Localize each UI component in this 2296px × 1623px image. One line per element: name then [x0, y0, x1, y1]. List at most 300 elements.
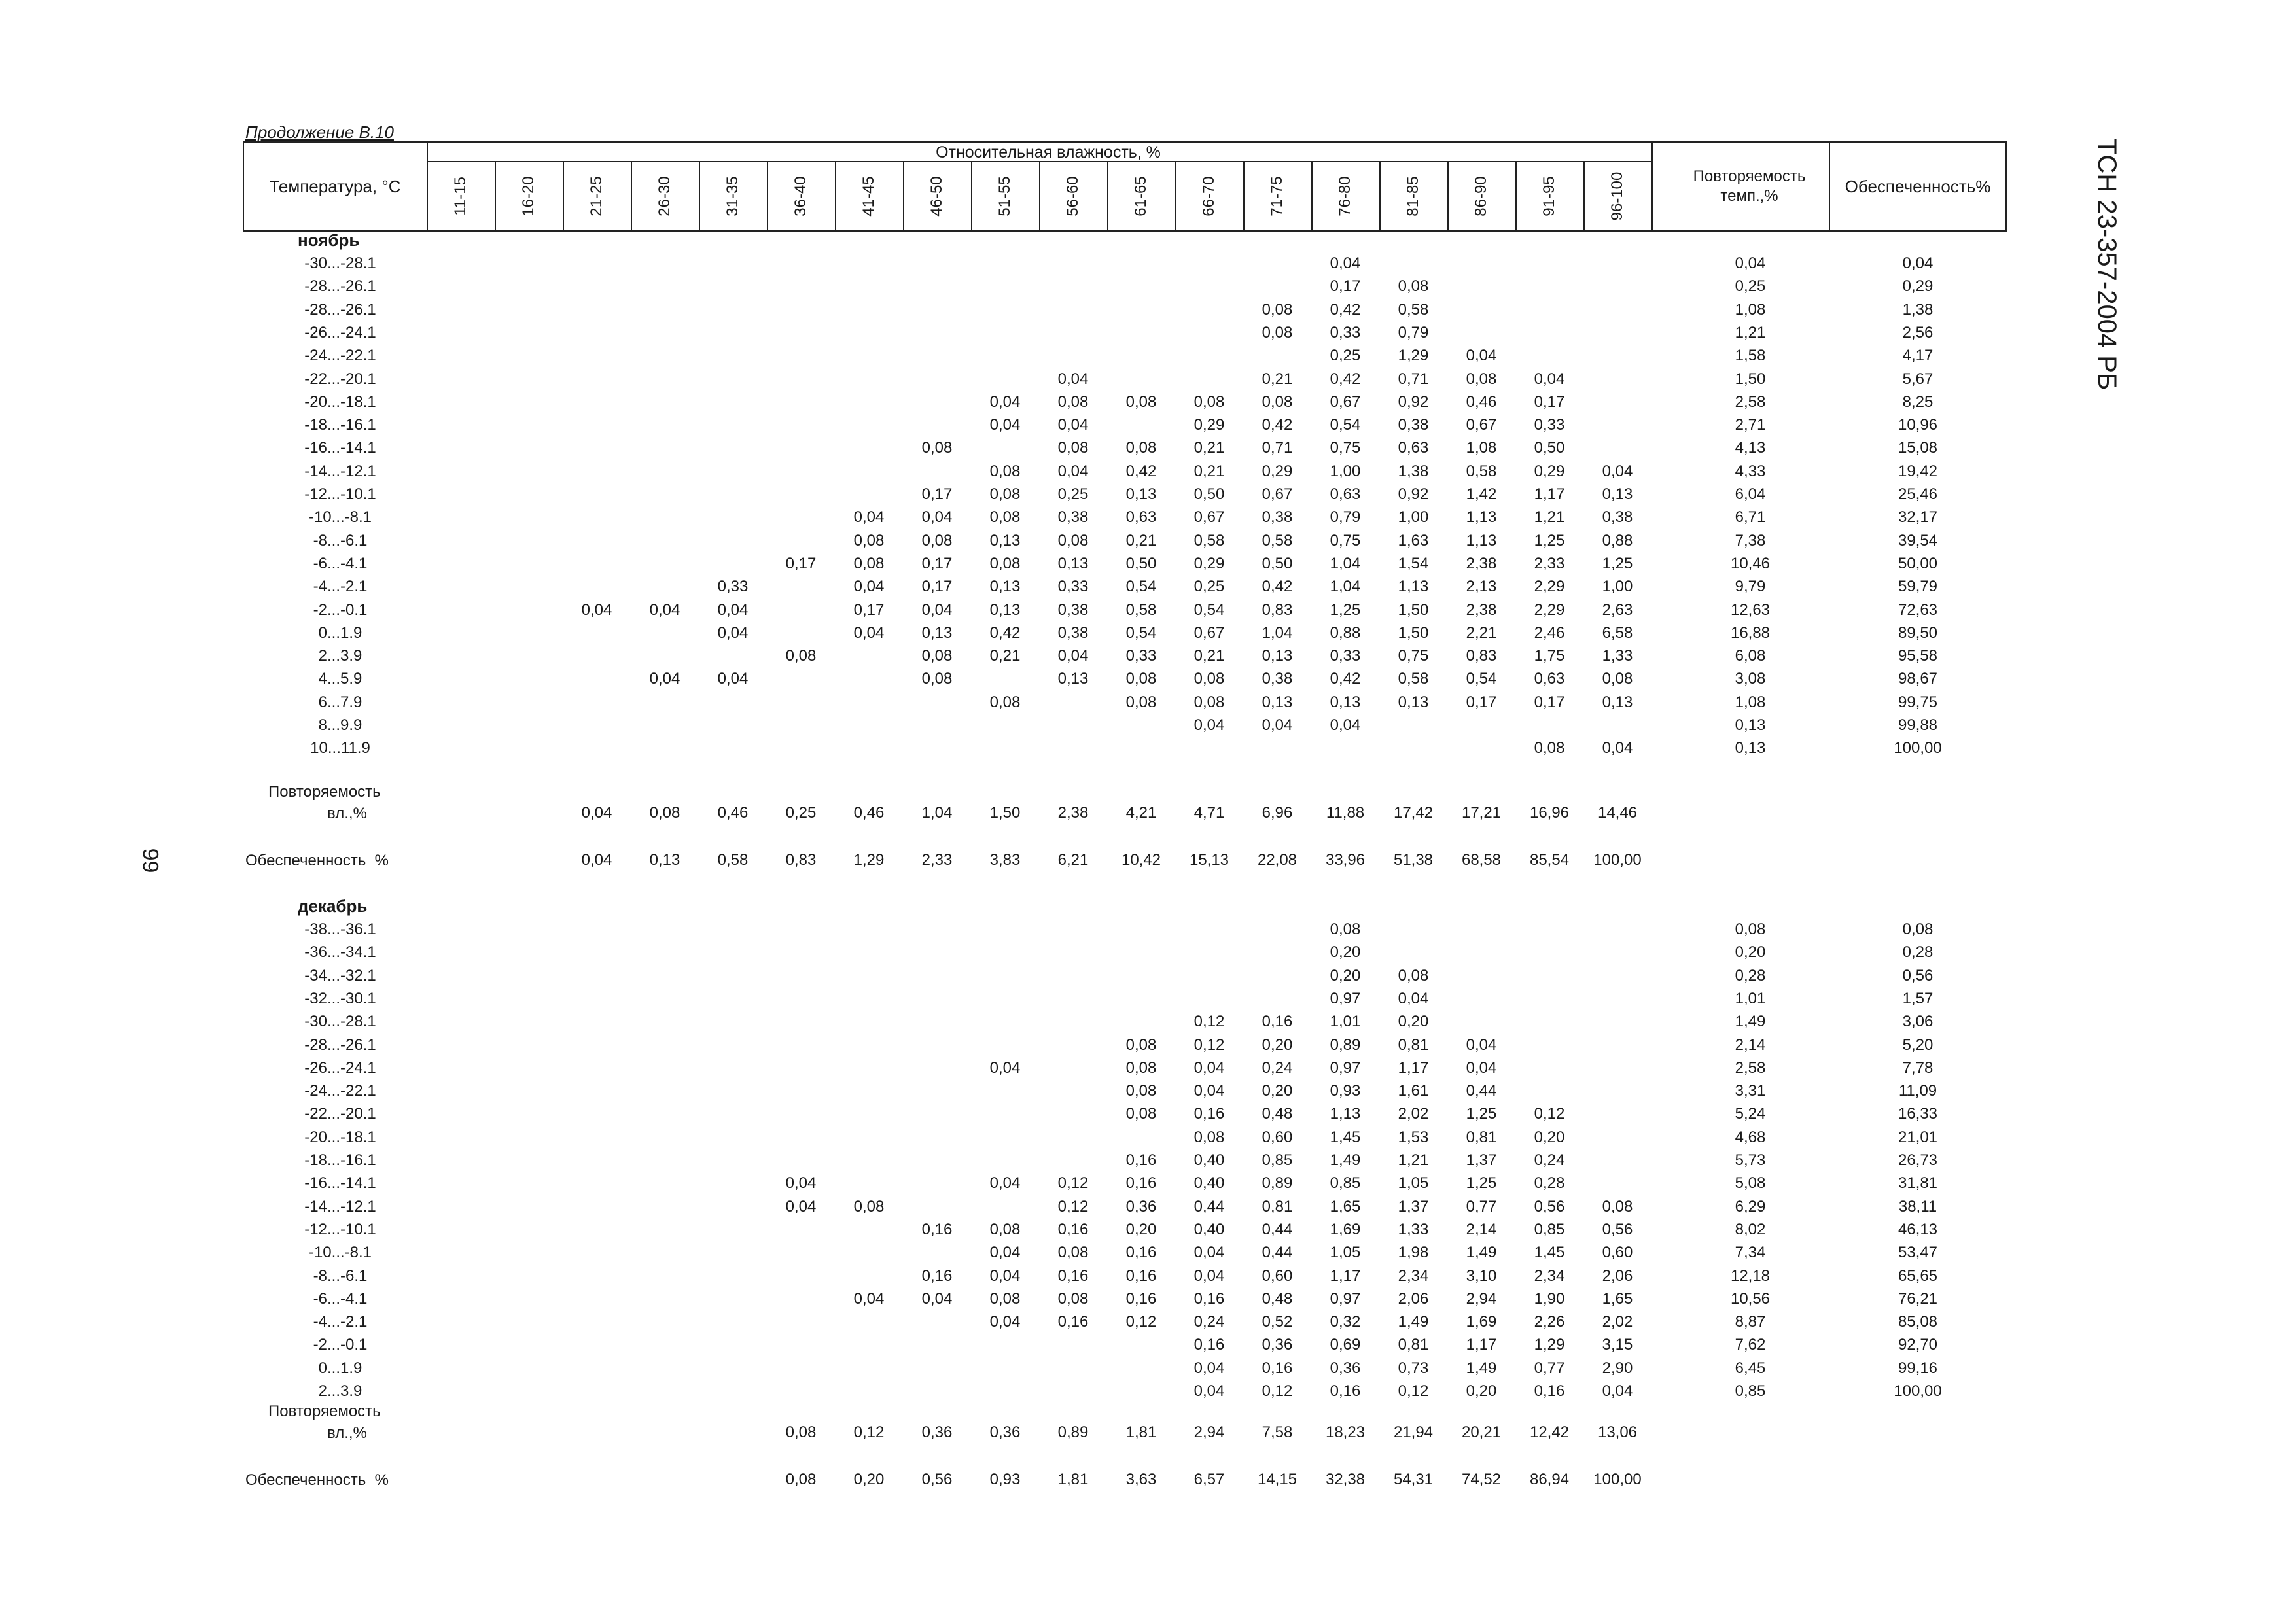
frequency-cell: 0,04 — [649, 670, 680, 688]
frequency-cell: 1,33 — [1602, 647, 1633, 665]
humidity-repeatability-value: 0,08 — [785, 1423, 817, 1442]
frequency-cell: 0,04 — [581, 601, 612, 619]
temperature-range: -12...-10.1 — [304, 1220, 376, 1238]
provision-value: 0,04 — [1902, 254, 1934, 272]
humidity-repeatability-value: 0,04 — [581, 803, 612, 822]
frequency-cell: 0,13 — [1262, 693, 1293, 711]
frequency-cell: 0,71 — [1398, 370, 1429, 388]
frequency-cell: 0,04 — [989, 1266, 1021, 1285]
frequency-cell: 0,56 — [1602, 1220, 1633, 1238]
repeatability-value: 1,58 — [1735, 347, 1766, 365]
provision-value: 53,47 — [1898, 1244, 1938, 1262]
frequency-cell: 1,25 — [1466, 1105, 1497, 1123]
frequency-cell: 1,37 — [1398, 1197, 1429, 1215]
humidity-provision-label: Обеспеченность % — [245, 1471, 389, 1490]
frequency-cell: 0,17 — [1330, 277, 1361, 296]
humidity-repeatability-value: 4,71 — [1193, 803, 1225, 822]
repeatability-value: 0,85 — [1735, 1382, 1766, 1400]
frequency-cell: 0,60 — [1262, 1128, 1293, 1146]
frequency-cell: 0,24 — [1534, 1151, 1565, 1169]
header-range-61-65 — [1107, 161, 1175, 232]
temperature-range: -16...-14.1 — [304, 439, 376, 457]
frequency-cell: 0,21 — [1193, 439, 1225, 457]
temperature-range: -26...-24.1 — [304, 1058, 376, 1077]
frequency-cell: 0,13 — [989, 578, 1021, 596]
frequency-cell: 0,89 — [1330, 1036, 1361, 1054]
frequency-cell: 0,42 — [989, 623, 1021, 642]
frequency-cell: 0,38 — [1057, 601, 1089, 619]
frequency-cell: 1,90 — [1534, 1289, 1565, 1308]
repeatability-value: 6,71 — [1735, 508, 1766, 527]
frequency-cell: 0,16 — [1057, 1266, 1089, 1285]
frequency-cell: 0,42 — [1262, 578, 1293, 596]
temperature-range: -32...-30.1 — [304, 989, 376, 1007]
table-row — [0, 1333, 2296, 1356]
frequency-cell: 1,13 — [1330, 1105, 1361, 1123]
repeatability-value: 9,79 — [1735, 578, 1766, 596]
frequency-cell: 0,13 — [989, 531, 1021, 550]
frequency-cell: 0,67 — [1466, 416, 1497, 434]
frequency-cell: 0,33 — [1125, 647, 1157, 665]
repeatability-value: 6,45 — [1735, 1359, 1766, 1377]
humidity-provision-value: 100,00 — [1593, 1471, 1642, 1489]
repeatability-value: 2,58 — [1735, 393, 1766, 411]
document-code: ТСН 23-357-2004 РБ — [2093, 139, 2121, 391]
table-row — [0, 1010, 2296, 1033]
frequency-cell: 0,63 — [1330, 485, 1361, 503]
humidity-provision-value: 0,13 — [649, 850, 680, 869]
header-range-label: 46-50 — [928, 176, 945, 217]
header-range-41-45 — [835, 161, 903, 232]
frequency-cell: 0,85 — [1330, 1174, 1361, 1193]
frequency-cell: 1,01 — [1330, 1013, 1361, 1031]
table-row — [0, 321, 2296, 344]
header-repeatability: Повторяемость темп.,% — [1693, 167, 1806, 205]
frequency-cell: 0,17 — [921, 578, 953, 596]
table-row — [0, 644, 2296, 667]
humidity-repeatability-value: 0,36 — [921, 1423, 953, 1442]
frequency-cell: 0,75 — [1398, 647, 1429, 665]
humidity-repeatability-value: 0,25 — [785, 803, 817, 822]
temperature-range: -2...-0.1 — [313, 1336, 368, 1354]
frequency-cell: 0,13 — [1602, 485, 1633, 503]
frequency-cell: 0,08 — [853, 1197, 885, 1215]
temperature-range: -30...-28.1 — [304, 254, 376, 272]
repeatability-value: 1,49 — [1735, 1013, 1766, 1031]
frequency-cell: 0,40 — [1193, 1174, 1225, 1193]
frequency-cell: 0,28 — [1534, 1174, 1565, 1193]
frequency-cell: 0,04 — [717, 670, 749, 688]
provision-value: 4,17 — [1902, 347, 1934, 365]
table-row — [0, 1218, 2296, 1241]
frequency-cell: 0,24 — [1193, 1313, 1225, 1331]
frequency-cell: 0,17 — [921, 485, 953, 503]
provision-value: 100,00 — [1894, 1382, 1942, 1400]
table-row — [0, 918, 2296, 941]
table-row — [0, 275, 2296, 298]
table-row — [0, 529, 2296, 552]
repeatability-value: 1,08 — [1735, 693, 1766, 711]
humidity-repeatability-row — [0, 801, 2296, 824]
temperature-range: 2...3.9 — [318, 1382, 362, 1400]
frequency-cell: 1,61 — [1398, 1082, 1429, 1100]
frequency-cell: 0,17 — [921, 554, 953, 572]
header-range-label: 91-95 — [1540, 176, 1558, 217]
provision-value: 10,96 — [1898, 416, 1938, 434]
humidity-repeatability-value: 20,21 — [1461, 1423, 1502, 1442]
frequency-cell: 0,16 — [921, 1266, 953, 1285]
repeatability-value: 3,08 — [1735, 670, 1766, 688]
provision-value: 0,56 — [1902, 966, 1934, 985]
frequency-cell: 0,08 — [1398, 277, 1429, 296]
humidity-repeatability-unit: вл.,% — [327, 1424, 367, 1442]
repeatability-value: 0,13 — [1735, 739, 1766, 758]
frequency-cell: 0,08 — [1262, 300, 1293, 319]
frequency-cell: 0,04 — [1466, 347, 1497, 365]
table-row — [0, 552, 2296, 575]
frequency-cell: 1,21 — [1534, 508, 1565, 527]
frequency-cell: 0,71 — [1262, 439, 1293, 457]
table-row — [0, 391, 2296, 413]
humidity-repeatability-value: 7,58 — [1262, 1423, 1293, 1442]
frequency-cell: 0,58 — [1398, 670, 1429, 688]
frequency-cell: 0,04 — [1057, 462, 1089, 480]
frequency-cell: 0,25 — [1193, 578, 1225, 596]
frequency-cell: 0,13 — [1057, 670, 1089, 688]
humidity-provision-value: 22,08 — [1257, 850, 1298, 869]
frequency-cell: 1,25 — [1602, 554, 1633, 572]
frequency-cell: 0,20 — [1466, 1382, 1497, 1400]
header-range-label: 21-25 — [588, 176, 605, 217]
provision-value: 32,17 — [1898, 508, 1938, 527]
frequency-cell: 0,08 — [1125, 1105, 1157, 1123]
frequency-cell: 2,38 — [1466, 601, 1497, 619]
frequency-cell: 0,81 — [1398, 1336, 1429, 1354]
frequency-cell: 0,04 — [989, 416, 1021, 434]
frequency-cell: 0,08 — [1262, 323, 1293, 341]
provision-value: 0,28 — [1902, 943, 1934, 962]
frequency-cell: 1,49 — [1398, 1313, 1429, 1331]
humidity-provision-value: 14,15 — [1257, 1471, 1298, 1489]
frequency-cell: 2,34 — [1534, 1266, 1565, 1285]
frequency-cell: 1,25 — [1534, 531, 1565, 550]
frequency-cell: 0,63 — [1534, 670, 1565, 688]
provision-value: 65,65 — [1898, 1266, 1938, 1285]
frequency-cell: 0,04 — [1330, 716, 1361, 734]
humidity-repeatability-value: 14,46 — [1597, 803, 1638, 822]
repeatability-value: 2,14 — [1735, 1036, 1766, 1054]
provision-value: 5,20 — [1902, 1036, 1934, 1054]
frequency-cell: 1,17 — [1330, 1266, 1361, 1285]
table-row — [0, 483, 2296, 506]
temperature-range: -36...-34.1 — [304, 943, 376, 962]
frequency-cell: 0,08 — [853, 531, 885, 550]
frequency-cell: 0,81 — [1398, 1036, 1429, 1054]
frequency-cell: 0,04 — [853, 623, 885, 642]
frequency-cell: 2,63 — [1602, 601, 1633, 619]
frequency-cell: 0,17 — [1534, 693, 1565, 711]
humidity-repeatability-value: 17,42 — [1393, 803, 1434, 822]
frequency-cell: 0,33 — [717, 578, 749, 596]
table-row — [0, 575, 2296, 598]
frequency-cell: 0,12 — [1398, 1382, 1429, 1400]
frequency-cell: 3,15 — [1602, 1336, 1633, 1354]
frequency-cell: 0,16 — [1193, 1105, 1225, 1123]
temperature-range: 8...9.9 — [318, 716, 362, 734]
table-caption: Продолжение В.10 — [245, 122, 394, 142]
frequency-cell: 0,12 — [1262, 1382, 1293, 1400]
humidity-provision-value: 0,04 — [581, 850, 612, 869]
frequency-cell: 0,58 — [1398, 300, 1429, 319]
frequency-cell: 0,04 — [921, 508, 953, 527]
frequency-cell: 0,58 — [1125, 601, 1157, 619]
table-row — [0, 1149, 2296, 1172]
frequency-cell: 0,08 — [921, 647, 953, 665]
temperature-range: -18...-16.1 — [304, 1151, 376, 1169]
frequency-cell: 0,54 — [1125, 623, 1157, 642]
frequency-cell: 0,17 — [1534, 393, 1565, 411]
frequency-cell: 0,17 — [853, 601, 885, 619]
table-row — [0, 344, 2296, 367]
repeatability-value: 2,71 — [1735, 416, 1766, 434]
frequency-cell: 0,13 — [1125, 485, 1157, 503]
repeatability-value: 6,29 — [1735, 1197, 1766, 1215]
humidity-repeatability-value: 17,21 — [1461, 803, 1502, 822]
frequency-cell: 0,33 — [1330, 323, 1361, 341]
header-range-31-35 — [699, 161, 767, 232]
provision-value: 46,13 — [1898, 1220, 1938, 1238]
frequency-cell: 0,04 — [853, 1289, 885, 1308]
frequency-cell: 0,04 — [1193, 1058, 1225, 1077]
frequency-cell: 2,14 — [1466, 1220, 1497, 1238]
table-row — [0, 691, 2296, 714]
frequency-cell: 0,08 — [1193, 1128, 1225, 1146]
repeatability-value: 5,08 — [1735, 1174, 1766, 1193]
frequency-cell: 0,58 — [1466, 462, 1497, 480]
humidity-provision-value: 1,29 — [853, 850, 885, 869]
header-range-56-60 — [1039, 161, 1107, 232]
humidity-provision-value: 6,57 — [1193, 1471, 1225, 1489]
header-range-label: 81-85 — [1404, 176, 1422, 217]
frequency-cell: 1,69 — [1330, 1220, 1361, 1238]
humidity-repeatability-value: 0,89 — [1057, 1423, 1089, 1442]
frequency-cell: 0,79 — [1330, 508, 1361, 527]
temperature-range: -28...-26.1 — [304, 1036, 376, 1054]
frequency-cell: 0,13 — [1057, 554, 1089, 572]
frequency-cell: 0,20 — [1330, 943, 1361, 962]
header-range-label: 61-65 — [1132, 176, 1150, 217]
repeatability-value: 8,87 — [1735, 1313, 1766, 1331]
provision-value: 89,50 — [1898, 623, 1938, 642]
header-range-66-70 — [1175, 161, 1243, 232]
frequency-cell: 1,05 — [1398, 1174, 1429, 1193]
table-row — [0, 1079, 2296, 1102]
frequency-cell: 0,83 — [1466, 647, 1497, 665]
frequency-cell: 1,65 — [1602, 1289, 1633, 1308]
frequency-cell: 0,42 — [1330, 300, 1361, 319]
frequency-cell: 0,16 — [1262, 1013, 1293, 1031]
frequency-cell: 0,83 — [1262, 601, 1293, 619]
frequency-cell: 2,33 — [1534, 554, 1565, 572]
repeatability-value: 1,01 — [1735, 989, 1766, 1007]
header-divider — [1651, 141, 1653, 232]
frequency-cell: 0,08 — [989, 554, 1021, 572]
humidity-provision-value: 0,83 — [785, 850, 817, 869]
provision-value: 11,09 — [1898, 1082, 1937, 1100]
provision-value: 1,57 — [1902, 989, 1934, 1007]
temperature-range: -28...-26.1 — [304, 277, 376, 296]
repeatability-value: 6,04 — [1735, 485, 1766, 503]
frequency-cell: 0,81 — [1466, 1128, 1497, 1146]
frequency-cell: 0,04 — [785, 1174, 817, 1193]
frequency-cell: 0,67 — [1193, 623, 1225, 642]
header-range-96-100 — [1583, 161, 1651, 232]
frequency-cell: 0,36 — [1125, 1197, 1157, 1215]
header-provision: Обеспеченность% — [1845, 176, 1991, 196]
frequency-cell: 2,46 — [1534, 623, 1565, 642]
repeatability-value: 10,56 — [1730, 1289, 1771, 1308]
frequency-cell: 1,49 — [1330, 1151, 1361, 1169]
temperature-range: -6...-4.1 — [313, 1289, 368, 1308]
repeatability-value: 7,34 — [1735, 1244, 1766, 1262]
frequency-cell: 0,42 — [1125, 462, 1157, 480]
frequency-cell: 1,29 — [1534, 1336, 1565, 1354]
header-range-label: 56-60 — [1064, 176, 1082, 217]
repeatability-value: 3,31 — [1735, 1082, 1766, 1100]
frequency-cell: 0,21 — [1125, 531, 1157, 550]
frequency-cell: 2,02 — [1398, 1105, 1429, 1123]
repeatability-value: 12,63 — [1730, 601, 1771, 619]
provision-value: 98,67 — [1898, 670, 1938, 688]
humidity-repeatability-value: 0,46 — [853, 803, 885, 822]
temperature-range: 0...1.9 — [318, 1359, 362, 1377]
frequency-cell: 0,81 — [1262, 1197, 1293, 1215]
repeatability-value: 12,18 — [1730, 1266, 1771, 1285]
table-row — [0, 667, 2296, 690]
frequency-cell: 1,17 — [1534, 485, 1565, 503]
temperature-range: 2...3.9 — [318, 647, 362, 665]
frequency-cell: 0,16 — [1125, 1174, 1157, 1193]
humidity-repeatability-value: 1,04 — [921, 803, 953, 822]
table-row — [0, 941, 2296, 964]
frequency-cell: 0,04 — [989, 1313, 1021, 1331]
frequency-cell: 0,04 — [1534, 370, 1565, 388]
temperature-range: -28...-26.1 — [304, 300, 376, 319]
frequency-cell: 1,13 — [1466, 508, 1497, 527]
frequency-cell: 1,37 — [1466, 1151, 1497, 1169]
frequency-cell: 1,49 — [1466, 1359, 1497, 1377]
frequency-cell: 0,08 — [989, 1220, 1021, 1238]
humidity-provision-value: 74,52 — [1461, 1471, 1502, 1489]
frequency-cell: 0,08 — [989, 1289, 1021, 1308]
temperature-range: -22...-20.1 — [304, 370, 376, 388]
frequency-cell: 0,04 — [649, 601, 680, 619]
frequency-cell: 2,29 — [1534, 578, 1565, 596]
frequency-cell: 0,33 — [1330, 647, 1361, 665]
humidity-provision-value: 1,81 — [1057, 1471, 1089, 1489]
header-range-label: 86-90 — [1472, 176, 1490, 217]
frequency-cell: 0,33 — [1057, 578, 1089, 596]
repeatability-value: 2,58 — [1735, 1058, 1766, 1077]
repeatability-value: 7,38 — [1735, 531, 1766, 550]
humidity-repeatability-value: 1,81 — [1125, 1423, 1157, 1442]
provision-value: 26,73 — [1898, 1151, 1938, 1169]
provision-value: 38,11 — [1898, 1197, 1937, 1215]
frequency-cell: 0,08 — [989, 508, 1021, 527]
humidity-repeatability-value: 0,36 — [989, 1423, 1021, 1442]
provision-value: 95,58 — [1898, 647, 1938, 665]
frequency-cell: 2,94 — [1466, 1289, 1497, 1308]
frequency-cell: 0,13 — [1602, 693, 1633, 711]
temperature-range: -30...-28.1 — [304, 1013, 376, 1031]
header-range-label: 11-15 — [451, 177, 469, 216]
frequency-cell: 0,48 — [1262, 1105, 1293, 1123]
frequency-cell: 0,04 — [989, 1058, 1021, 1077]
frequency-cell: 0,44 — [1262, 1220, 1293, 1238]
frequency-cell: 0,60 — [1262, 1266, 1293, 1285]
frequency-cell: 0,88 — [1602, 531, 1633, 550]
frequency-cell: 0,17 — [785, 554, 817, 572]
humidity-repeatability-value: 6,96 — [1262, 803, 1293, 822]
temperature-range: -8...-6.1 — [313, 1266, 368, 1285]
temperature-range: -4...-2.1 — [313, 578, 368, 596]
frequency-cell: 1,17 — [1466, 1336, 1497, 1354]
humidity-repeatability-unit: вл.,% — [327, 804, 367, 822]
humidity-provision-value: 6,21 — [1057, 850, 1089, 869]
frequency-cell: 6,58 — [1602, 623, 1633, 642]
frequency-cell: 1,53 — [1398, 1128, 1429, 1146]
frequency-cell: 0,54 — [1193, 601, 1225, 619]
frequency-cell: 0,67 — [1193, 508, 1225, 527]
frequency-cell: 0,08 — [1262, 393, 1293, 411]
frequency-cell: 0,29 — [1193, 416, 1225, 434]
humidity-repeatability-value: 0,46 — [717, 803, 749, 822]
frequency-cell: 0,40 — [1193, 1151, 1225, 1169]
provision-value: 0,29 — [1902, 277, 1934, 296]
repeatability-value: 4,68 — [1735, 1128, 1766, 1146]
provision-value: 1,38 — [1902, 300, 1934, 319]
frequency-cell: 0,42 — [1262, 416, 1293, 434]
provision-value: 3,06 — [1902, 1013, 1934, 1031]
header-range-71-75 — [1243, 161, 1311, 232]
frequency-cell: 1,13 — [1398, 578, 1429, 596]
frequency-cell: 0,08 — [989, 693, 1021, 711]
frequency-cell: 0,08 — [1602, 670, 1633, 688]
header-divider — [1829, 141, 1830, 232]
frequency-cell: 0,50 — [1534, 439, 1565, 457]
frequency-cell: 1,63 — [1398, 531, 1429, 550]
table-row — [0, 368, 2296, 391]
temperature-range: -2...-0.1 — [313, 601, 368, 619]
frequency-cell: 0,92 — [1398, 485, 1429, 503]
frequency-cell: 0,08 — [1057, 393, 1089, 411]
month-title: декабрь — [298, 896, 368, 916]
frequency-cell: 0,97 — [1330, 1058, 1361, 1077]
humidity-provision-value: 0,93 — [989, 1471, 1021, 1489]
header-range-11-15 — [427, 161, 495, 232]
table-row — [0, 413, 2296, 436]
humidity-repeatability-value: 18,23 — [1325, 1423, 1366, 1442]
frequency-cell: 0,08 — [1125, 439, 1157, 457]
humidity-provision-row — [0, 1468, 2296, 1491]
frequency-cell: 0,04 — [1193, 1082, 1225, 1100]
humidity-repeatability-value: 21,94 — [1393, 1423, 1434, 1442]
humidity-repeatability-value: 2,38 — [1057, 803, 1089, 822]
frequency-cell: 0,36 — [1262, 1336, 1293, 1354]
humidity-provision-value: 0,58 — [717, 850, 749, 869]
repeatability-value: 1,50 — [1735, 370, 1766, 388]
provision-value: 8,25 — [1902, 393, 1934, 411]
